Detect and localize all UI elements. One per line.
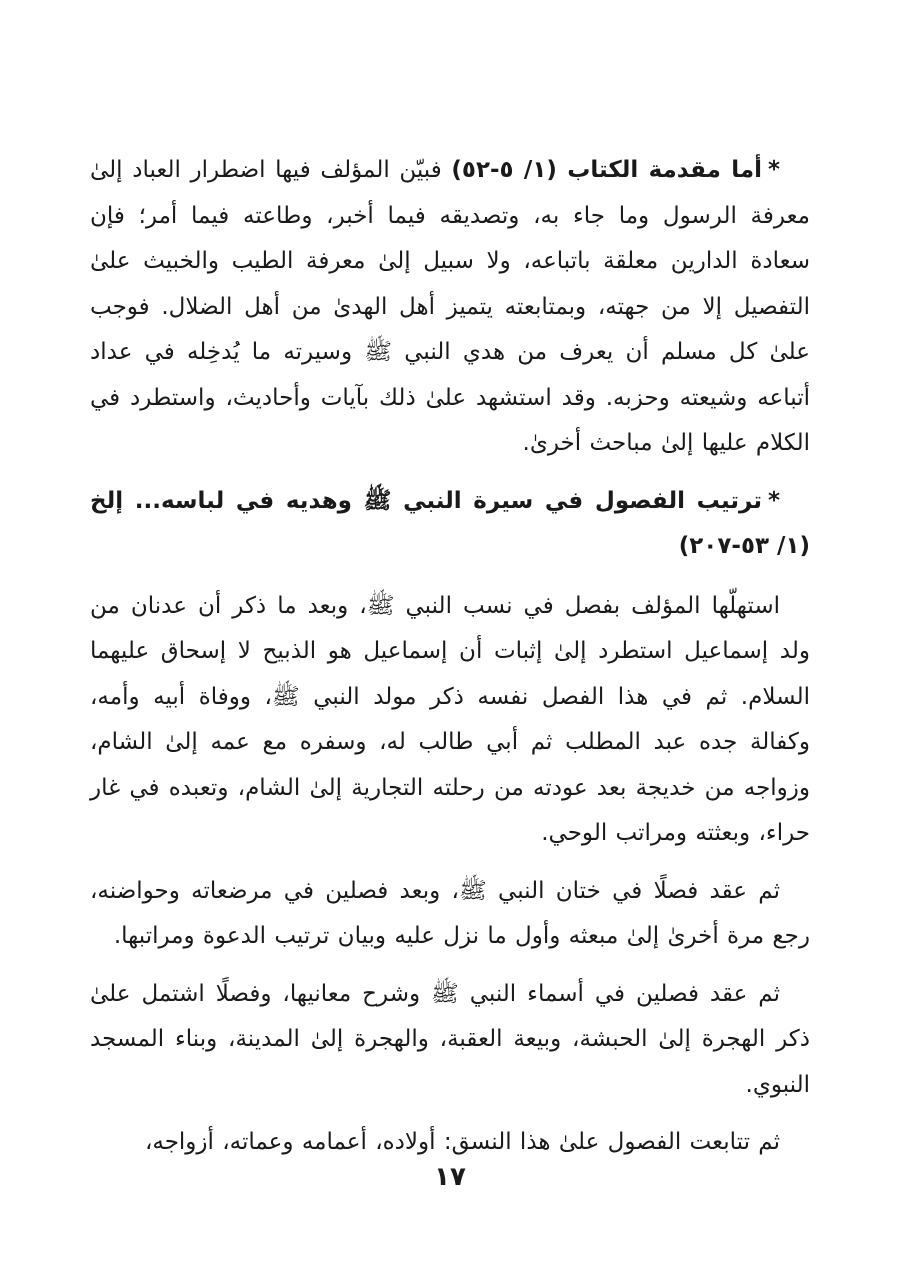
page-number: ١٧ (434, 1162, 466, 1192)
paragraph-sequence: ثم تتابعت الفصول علىٰ هذا النسق: أولاده، أعمامه وعماته، أزواجه، (144, 1129, 780, 1155)
intro-body: فبيّن المؤلف فيها اضطرار العباد إلىٰ معرفة الرسول وما جاء به، وتصديقه فيما أخبر، وطاعته فيما أمر؛ فإن سعادة الدارين معلقة باتباعه، ولا سبيل إلىٰ معرفة الطيب والخبيث علىٰ التفصيل إلا من جهته، وبمتابعته يتميز أهل الهدىٰ من أهل الضلال. فوجب علىٰ كل مسلم أن يعرف من هدي النبي ﷺ وسيرته ما يُدخِله في عداد أتباعه وشيعته وحزبه. وقد استشهد علىٰ ذلك بآيات وأحاديث، واستطرد في الكلام عليها إلىٰ مباحث أخرىٰ. (90, 157, 810, 456)
paragraph-lineage: استهلّها المؤلف بفصل في نسب النبي ﷺ، وبعد ما ذكر أن عدنان من ولد إسماعيل استطرد إلىٰ إثبات أن إسماعيل هو الذبيح لا إسحاق عليهما السلام. ثم في هذا الفصل نفسه ذكر مولد النبي ﷺ، ووفاة أبيه وأمه، وكفالة جده عبد المطلب ثم أبي طالب له، وسفره مع عمه إلىٰ الشام، وزواجه من خديجة بعد عودته من رحلته التجارية إلىٰ الشام، وتعبده في غار حراء، وبعثته ومراتب الوحي. (90, 592, 810, 846)
section-heading-text: ترتيب الفصول في سيرة النبي ﷺ وهديه في لباسه... إلخ (١/ ٥٣-٢٠٧) (90, 487, 810, 559)
paragraph-names-hijra: ثم عقد فصلين في أسماء النبي ﷺ وشرح معانيها، وفصلًا اشتمل علىٰ ذكر الهجرة إلىٰ الحبشة، وبيعة العقبة، والهجرة إلىٰ المدينة، وبناء المسجد النبوي. (90, 980, 810, 1098)
section-heading (90, 479, 810, 570)
bullet-star: * (767, 487, 780, 514)
intro-paragraph (90, 148, 810, 467)
bullet-star: * (767, 157, 780, 183)
page-body (90, 148, 810, 1178)
intro-heading: أما مقدمة الكتاب (١/ ٥-٥٢) (451, 157, 762, 183)
paragraph-circumcision: ثم عقد فصلًا في ختان النبي ﷺ، وبعد فصلين في مرضعاته وحواضنه، رجع مرة أخرىٰ إلىٰ مبعثه وأول ما نزل عليه وبيان ترتيب الدعوة ومراتبها. (90, 877, 810, 949)
